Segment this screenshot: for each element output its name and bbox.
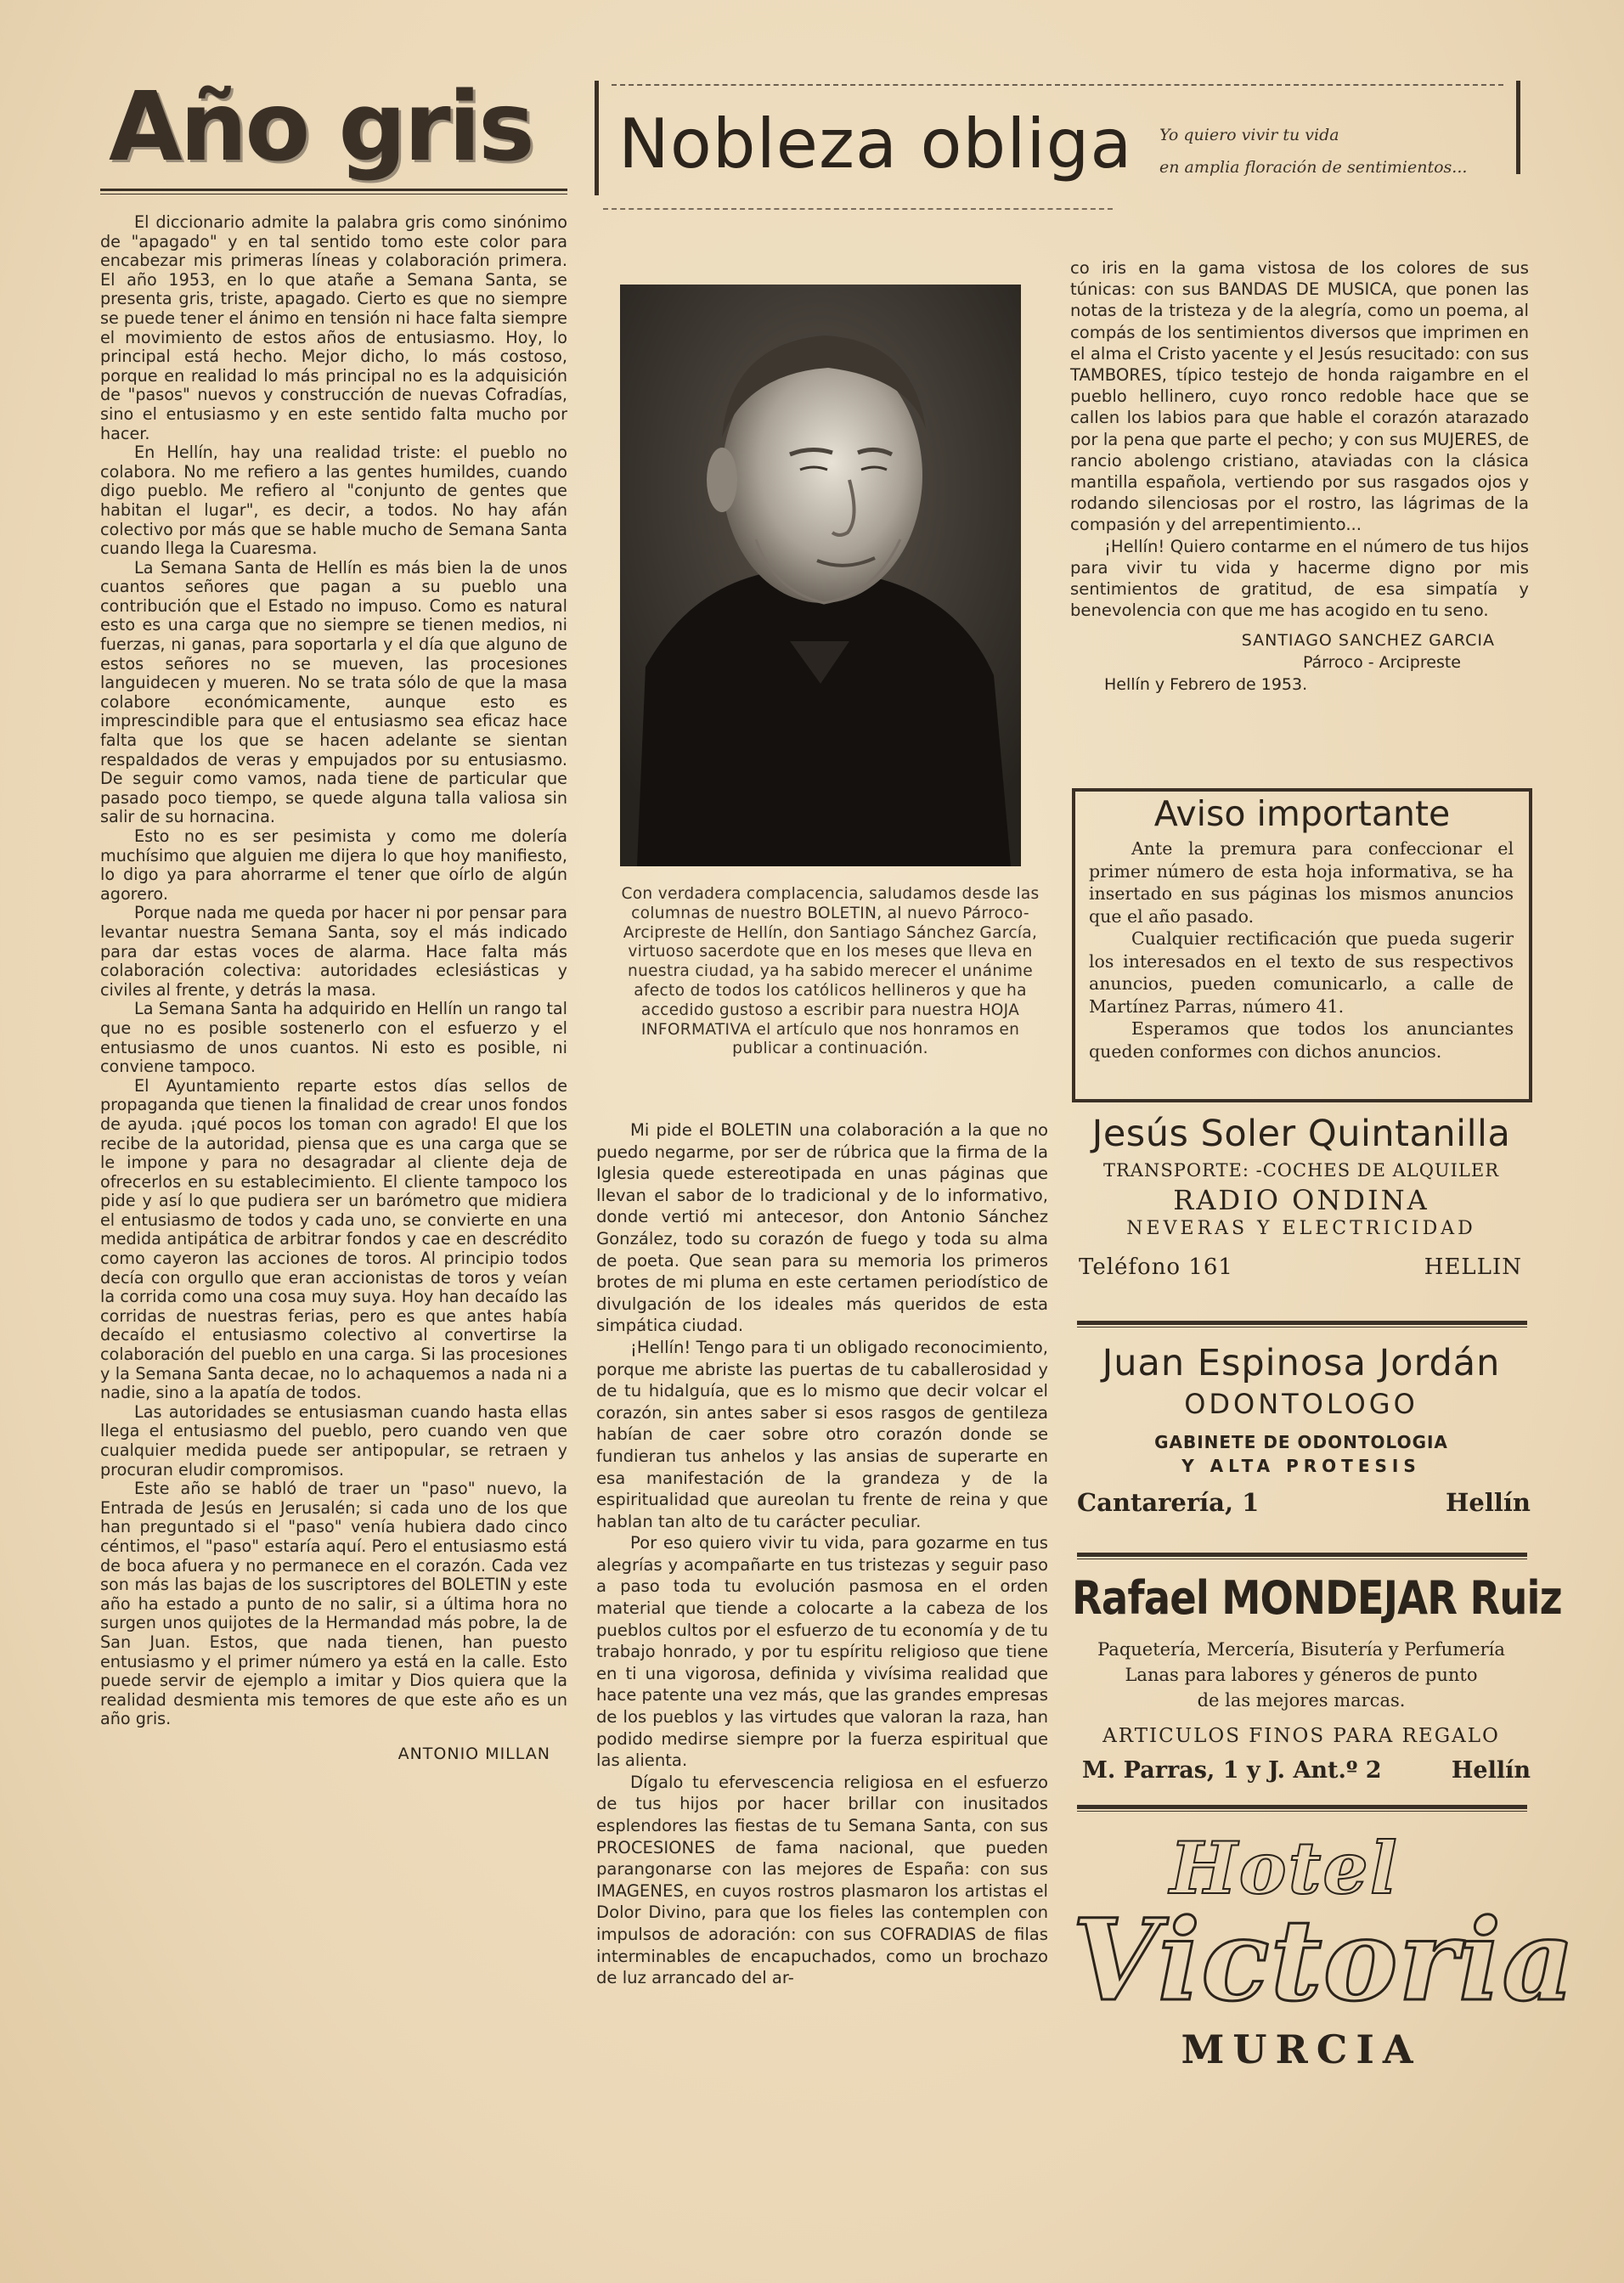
left-paragraph: Las autoridades se entusiasman cuando hasta ellas llega el entusiasmo del pueblo, pero cuando ven que cualquier medida puede ser antipopular, se retraen y procuran eludir compromisos. bbox=[100, 1401, 567, 1480]
left-article-signature: ANTONIO MILLAN bbox=[398, 1744, 550, 1763]
motto-line-1: Yo quiero vivir tu vida bbox=[1159, 126, 1339, 144]
left-paragraph: La Semana Santa de Hellín es más bien la de unos cuantos señores que pagan a su pueblo una contribución que el Estado no impuso. Como es natural esto es una carga que no siempre se tienen medios, ni fuerzas, ni ganas, para soportarla y el día que alguno de estos señores no se mueven, las procesiones languidecen y mueren. No se trata sólo de que la masa colabore económicamente, aunque esto es imprescindible para que el entusiasmo sea eficaz hace falta que los que se hacen adelante se sientan respaldados de veras y empujados por su entusiasmo. De seguir como vamos, nada tiene de particular que pasado poco tiempo, se quede alguna talla valiosa sin salir de su hornacina. bbox=[100, 557, 567, 827]
ad-mondejar-address: M. Parras, 1 y J. Ant.º 2 bbox=[1082, 1757, 1382, 1784]
ad-hotel-victoria bbox=[1072, 1826, 1576, 2072]
title-rule bbox=[100, 189, 567, 194]
ad-espinosa-profession: ODONTOLOGO bbox=[1184, 1388, 1418, 1420]
ad-espinosa-city: Hellín bbox=[1446, 1488, 1531, 1517]
ad-soler-phone: Teléfono 161 bbox=[1079, 1254, 1233, 1280]
aviso-paragraph: Cualquier rectificación que pueda sugerir los interesados en el texto de sus respectivos anuncios, pueden comunicarlo, a calle de Martínez Parras, número 41. bbox=[1089, 928, 1514, 1017]
left-article-body bbox=[100, 213, 567, 1729]
masthead bbox=[595, 81, 1520, 208]
left-paragraph: El diccionario admite la palabra gris como sinónimo de "apagado" y en tal sentido tomo este color para encabezar mis primeras líneas y colaboración primera. El año 1953, en lo que atañe a Semana Santa, se presenta gris, triste, apagado. Cierto es que no siempre se puede tener el ánimo en tensión ni hace falta siempre el movimiento de estos años de entusiasmo. Hoy, lo principal está hecho. Mejor dicho, lo más costoso, porque en realidad lo más principal no es la adquisición de "pasos" nuevos y construcción de nuevas Cofradías, sino el entusiasmo y en este sentido falta mucho por hacer. bbox=[100, 212, 567, 443]
masthead-bar-left bbox=[595, 81, 599, 195]
ad-soler-neveras: NEVERAS Y ELECTRICIDAD bbox=[1126, 1218, 1476, 1239]
masthead-title: Nobleza obliga bbox=[618, 104, 1133, 183]
photo-caption: Con verdadera complacencia, saludamos desde las columnas de nuestro BOLETIN, al nuevo Párroco-Arcipreste de Hellín, don Santiago Sánchez García, virtuoso sacerdote que en los meses que lleva en nuestra ciudad, ya ha sabido merecer el unánime afecto de todos los católicos hellineros y que ha accedido gustoso a escribir para nuestra HOJA INFORMATIVA el artículo que nos honramos en publicar a continuación. bbox=[621, 885, 1040, 1058]
right-article-signature: SANTIAGO SANCHEZ GARCIA bbox=[1241, 631, 1495, 651]
ad-espinosa-gabinete: GABINETE DE ODONTOLOGIA bbox=[1154, 1432, 1448, 1452]
masthead-bottom-rule bbox=[603, 208, 1113, 210]
aviso-body bbox=[1075, 837, 1529, 1063]
left-paragraph: Porque nada me queda por hacer ni por pensar para levantar nuestra Semana Santa, soy el más indicado para dar estas voces de alarma. Hace falta más colaboración colectiva: autoridades eclesiásticas y civiles al frente, y detrás la masa. bbox=[100, 903, 567, 1000]
right-paragraph: ¡Hellín! Quiero contarme en el número de tus hijos para vivir tu vida y hacerme digno por mis sentimientos de gratitud, de esa simpatía y benevolencia con que me has acogido en tu seno. bbox=[1070, 536, 1529, 621]
priest-portrait bbox=[620, 285, 1021, 866]
left-paragraph: En Hellín, hay una realidad triste: el pueblo no colabora. No me refiero a las gentes humildes, cuando digo pueblo. Me refiero al "conjunto de gentes que habitan el lugar", es decir, a todos. No hay afán colectivo por más que se hable mucho de Semana Santa cuando llega la Cuaresma. bbox=[100, 443, 567, 559]
ad-mondejar-products bbox=[1072, 1637, 1531, 1713]
masthead-motto bbox=[1159, 119, 1516, 183]
ad-espinosa-contact bbox=[1072, 1488, 1531, 1517]
left-paragraph: Este año se habló de traer un "paso" nuevo, la Entrada de Jesús en Jerusalén; si cada uno de los que han preguntado si el "paso" venía hubiera dado cinco céntimos, el "paso" estaría aquí. Pero el entusiasmo está de boca afuera y no permanece en el corazón. Cada vez son más las bajas de los suscriptores del BOLETIN y este año ha estado a punto de no salir, si a última hora no surgen unos quijotes de la Hermandad más pobre, la de San Juan. Estos, que nada tienen, han puesto entusiasmo y el primer número ya está en la calle. Esto puede servir de ejemplo a imitar y Dios quiera que la realidad desmienta mis temores de que este año es un año gris. bbox=[100, 1479, 567, 1729]
right-article-role: Párroco - Arcipreste bbox=[1302, 653, 1461, 673]
ad-mondejar-city: Hellín bbox=[1451, 1757, 1531, 1784]
ad-espinosa-alta: Y ALTA PROTESIS bbox=[1181, 1456, 1421, 1476]
center-paragraph: Mi pide el BOLETIN una colaboración a la que no puedo negarme, por ser de rúbrica que la firma de la Iglesia quede estereotipada en unas páginas que llevan el sabor de lo tradicional y de lo informativo, donde vertió mi antecesor, don Antonio Sánchez González, todo su corazón de fuego y toda su alma de poeta. Que sean para su memoria los primeros brotes de mi pluma en este certamen periodístico de divulgación de los ideales más queridos de esta simpática ciudad. bbox=[596, 1120, 1048, 1336]
ad-divider bbox=[1077, 1321, 1527, 1328]
ad-soler-city: HELLIN bbox=[1424, 1254, 1522, 1280]
ad-espinosa-address: Cantarería, 1 bbox=[1077, 1488, 1260, 1517]
left-article-title: Año gris bbox=[109, 72, 533, 183]
ad-soler bbox=[1072, 1113, 1531, 1280]
masthead-top-rule bbox=[612, 84, 1503, 86]
left-article bbox=[100, 72, 567, 1763]
ad-hotel-word: Hotel bbox=[1170, 1826, 1399, 1910]
ad-soler-contact bbox=[1072, 1254, 1531, 1280]
aviso-box bbox=[1072, 788, 1532, 1102]
ad-soler-services: TRANSPORTE: -COCHES DE ALQUILER bbox=[1102, 1160, 1500, 1181]
ad-hotel-name: Victoria bbox=[1072, 1895, 1576, 2027]
ad-mondejar-line: de las mejores marcas. bbox=[1197, 1690, 1406, 1711]
left-paragraph: El Ayuntamiento reparte estos días sellos de propaganda que tienen la finalidad de crear unos fondos de ayuda. ¡qué pocos los toman con agrado! El que los recibe de la autoridad, piensa que es una carga que se le impone y para no desagradar al cliente deja de ofrecerlos en su establecimiento. El cliente tampoco los pide y así lo que pudiera ser un barómetro que midiera el entusiasmo de todos y cada uno, se convierte en una medida antipática de arbitrar fondos y cae en descrédito como cayeron las acciones de toros. Al principio todos decía con orgullo que eran accionistas de toros y veían la corrida como una cosa muy suya. Hoy han decaído las corridas de nuestras ferias, pero es que antes había decaído el entusiasmo colectivo al convertirse la colaboración del pueblo en una carga. Si las procesiones y la Semana Santa decae, no lo achaquemos a nada ni a nadie, sino a la apatía de todos. bbox=[100, 1075, 567, 1403]
motto-line-2: en amplia floración de sentimientos... bbox=[1159, 158, 1468, 177]
ad-mondejar-line: Paquetería, Mercería, Bisutería y Perfumería bbox=[1097, 1639, 1505, 1660]
ad-mondejar-contact bbox=[1072, 1757, 1531, 1784]
center-paragraph: ¡Hellín! Tengo para ti un obligado reconocimiento, porque me abriste las puertas de tu caballerosidad y de tu hidalguía, que es lo mismo que decir volcar el corazón, sin antes saber si esos rasgos de gentileza habían de caer sobre otro corazón donde se fundieran tus anhelos y las ansias de superarte en esa manifestación de la grandeza y de la espiritualidad que aureolan tu frente de reina y que hablan tan alto de tu carácter peculiar. bbox=[596, 1337, 1048, 1531]
ad-mondejar-articulos: ARTICULOS FINOS PARA REGALO bbox=[1102, 1725, 1500, 1747]
left-paragraph: Esto no es ser pesimista y como me dolería muchísimo que alguien me dijera lo que hoy manifiesto, lo digo ya para ahorrarme el tener que oírlo de algún agorero. bbox=[100, 826, 567, 904]
aviso-paragraph: Esperamos que todos los anunciantes queden conformes con dichos anuncios. bbox=[1089, 1018, 1514, 1062]
center-article bbox=[596, 1119, 1048, 1989]
center-paragraph: Por eso quiero vivir tu vida, para gozarme en tus alegrías y acompañarte en tus tristezas y seguir paso a paso toda tu evolución pasmosa en el orden material que tiende a colocarte a la cabeza de los pueblos cultos por el esfuerzo de tu economía y de tu trabajo honrado, y por tu espíritu religioso que tiene en ti una vigorosa, definida y vivísima realidad que hace patente una vez más, que las grandes empresas de los pueblos y las virtudes que valoran la raza, han podido medirse siempre por la fuerza espiritual que las alienta. bbox=[596, 1533, 1048, 1771]
aviso-paragraph: Ante la premura para confeccionar el primer número de esta hoja informativa, se ha insertado en sus páginas los mismos anuncios que el año pasado. bbox=[1089, 838, 1514, 927]
ad-mondejar-name: Rafael MONDEJAR Ruiz bbox=[1072, 1571, 1562, 1625]
ad-espinosa bbox=[1072, 1342, 1531, 1517]
right-article-body bbox=[1070, 257, 1529, 621]
ad-soler-name: Jesús Soler Quintanilla bbox=[1091, 1113, 1511, 1155]
center-article-body bbox=[596, 1119, 1048, 1989]
ad-mondejar bbox=[1072, 1571, 1562, 1784]
ad-hotel-city: MURCIA bbox=[1181, 2027, 1422, 2072]
right-article-date: Hellín y Febrero de 1953. bbox=[1104, 675, 1308, 695]
right-paragraph: co iris en la gama vistosa de los colores de sus túnicas: con sus BANDAS DE MUSICA, que ponen las notas de la tristeza y de la alegría, como un poema, al compás de los sentimientos diversos que imprimen en el alma el Cristo yacente y el Jesús resucitado: con sus TAMBORES, típico testejo de honda raigambre en el pueblo hellinero, cuyo ronco redoble hace que se callen los labios para que hable el corazón atarazado por la pena que parte el pecho; y con sus MUJERES, de rancio abolengo cristiano, ataviadas con la clásica mantilla española, vertiendo por sus rasgados ojos y rodando silenciosas por el rostro, las lágrimas de la compasión y del arrepentimiento... bbox=[1070, 258, 1529, 535]
ad-soler-radio: RADIO ONDINA bbox=[1173, 1184, 1429, 1216]
center-paragraph: Dígalo tu efervescencia religiosa en el esfuerzo de tus hijos por hacer brillar con inusitados esplendores las fiestas de tu Semana Santa, con sus PROCESIONES de fama nacional, que pueden parangonarse con las mejores de España: con sus IMAGENES, en cuyos rostros plasmaron los artistas el Dolor Divino, para que los fieles las contemplen con impulsos de adoración: con sus COFRADIAS de filas interminables de encapuchados, como un brochazo de luz arrancado del ar- bbox=[596, 1772, 1048, 1988]
masthead-bar-right bbox=[1516, 81, 1520, 174]
left-paragraph: La Semana Santa ha adquirido en Hellín un rango tal que no es posible sostenerlo con el esfuerzo y el entusiasmo de unos cuantos. Ni esto es posible, ni conviene tampoco. bbox=[100, 999, 567, 1077]
ad-divider bbox=[1077, 1805, 1527, 1812]
ad-divider bbox=[1077, 1553, 1527, 1559]
ad-espinosa-name: Juan Espinosa Jordán bbox=[1102, 1342, 1501, 1384]
right-article bbox=[1070, 257, 1529, 694]
aviso-title: Aviso importante bbox=[1153, 793, 1451, 834]
ad-mondejar-line: Lanas para labores y géneros de punto bbox=[1125, 1665, 1478, 1685]
